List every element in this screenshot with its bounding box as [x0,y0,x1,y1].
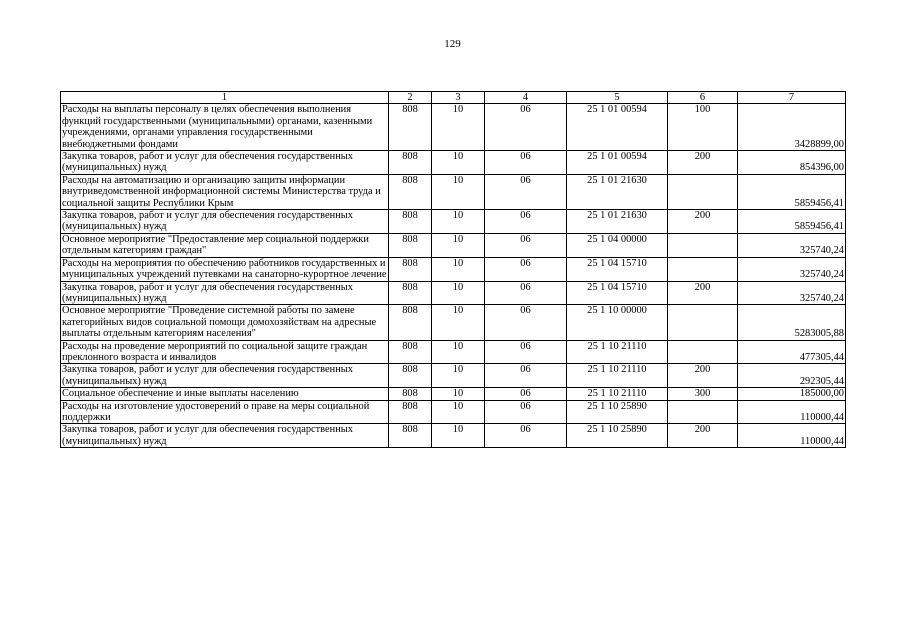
expense-type-cell [668,400,738,424]
table-row [61,424,846,448]
amount-cell: 5859456,41 [738,174,846,209]
expense-type-cell: 200 [668,151,738,175]
column-header: 7 [738,92,846,104]
section-code-cell: 10 [432,424,485,448]
table-row [61,400,846,424]
column-header: 1 [61,92,389,104]
target-article-cell: 25 1 10 21110 [567,340,668,364]
table-row [61,174,846,209]
table-row [61,210,846,234]
ministry-code-cell: 808 [389,424,432,448]
row-name-cell: Закупка товаров, работ и услуг для обеспечения государственных (муниципальных) нужд [61,281,389,305]
section-code-cell: 10 [432,104,485,151]
column-header: 2 [389,92,432,104]
table-row [61,340,846,364]
ministry-code-cell: 808 [389,233,432,257]
row-name-cell: Социальное обеспечение и иные выплаты населению [61,388,389,400]
table-row [61,364,846,388]
row-name-cell: Расходы на автоматизацию и организацию защиты информации внутриведомственной информационной системы Министерства труда и социальной защиты Республики Крым [61,174,389,209]
section-code-cell: 10 [432,151,485,175]
subsection-code-cell: 06 [485,233,567,257]
expense-type-cell: 200 [668,424,738,448]
expense-type-cell: 200 [668,210,738,234]
row-name-cell: Расходы на мероприятия по обеспечению работников государственных и муниципальных учреждений путевками на санаторно-курортное лечение [62,257,387,281]
row-name-cell: Основное мероприятие "Предоставление мер социальной поддержки отдельным категориям граждан" [61,233,389,257]
subsection-code-cell: 06 [485,340,567,364]
table-row [61,104,846,151]
subsection-code-cell: 06 [485,364,567,388]
section-code-cell: 10 [432,210,485,234]
ministry-code-cell: 808 [389,388,432,400]
expense-type-cell [668,340,738,364]
table-row [61,281,846,305]
expense-type-cell [668,174,738,209]
subsection-code-cell: 06 [485,305,567,340]
target-article-cell: 25 1 10 21110 [567,364,668,388]
row-name-cell: Закупка товаров, работ и услуг для обеспечения государственных (муниципальных) нужд [61,210,389,234]
ministry-code-cell: 808 [389,257,432,281]
target-article-cell: 25 1 01 00594 [567,151,668,175]
expense-type-cell: 200 [668,364,738,388]
target-article-cell: 25 1 04 00000 [567,233,668,257]
section-code-cell: 10 [432,388,485,400]
subsection-code-cell: 06 [485,174,567,209]
amount-cell: 5283005,88 [738,305,846,340]
section-code-cell: 10 [432,174,485,209]
expense-type-cell: 300 [668,388,738,400]
ministry-code-cell: 808 [389,364,432,388]
subsection-code-cell: 06 [485,210,567,234]
section-code-cell: 10 [432,400,485,424]
column-header: 5 [567,92,668,104]
amount-cell: 325740,24 [738,281,846,305]
target-article-cell: 25 1 10 00000 [567,305,668,340]
table-row [61,388,846,400]
expense-type-cell [668,305,738,340]
budget-table [60,91,846,448]
ministry-code-cell: 808 [389,400,432,424]
table-row [61,233,846,257]
page-number: 129 [444,38,461,50]
amount-cell: 477305,44 [738,340,846,364]
amount-cell: 325740,24 [738,257,846,281]
target-article-cell: 25 1 10 25890 [567,400,668,424]
section-code-cell: 10 [432,340,485,364]
amount-cell: 185000,00 [738,388,846,400]
ministry-code-cell: 808 [389,151,432,175]
subsection-code-cell: 06 [485,424,567,448]
row-name-cell: Закупка товаров, работ и услуг для обеспечения государственных (муниципальных) нужд [61,364,389,388]
expense-type-cell [668,233,738,257]
row-name-cell: Расходы на проведение мероприятий по социальной защите граждан преклонного возраста и инвалидов [61,340,389,364]
amount-cell: 854396,00 [738,151,846,175]
amount-cell: 292305,44 [738,364,846,388]
column-header: 6 [668,92,738,104]
ministry-code-cell: 808 [389,174,432,209]
section-code-cell: 10 [432,364,485,388]
table-row [61,151,846,175]
row-name-cell: Закупка товаров, работ и услуг для обеспечения государственных (муниципальных) нужд [61,151,389,175]
section-code-cell: 10 [432,257,485,281]
ministry-code-cell: 808 [389,210,432,234]
section-code-cell: 10 [432,281,485,305]
target-article-cell: 25 1 01 21630 [567,174,668,209]
section-code-cell: 10 [432,305,485,340]
ministry-code-cell: 808 [389,281,432,305]
table-row [61,305,846,340]
row-name-cell: Расходы на изготовление удостоверений о праве на меры социальной поддержки [61,400,389,424]
amount-cell: 3428899,00 [738,104,846,151]
subsection-code-cell: 06 [485,104,567,151]
amount-cell: 110000,44 [738,424,846,448]
subsection-code-cell: 06 [485,257,567,281]
subsection-code-cell: 06 [485,388,567,400]
expense-type-cell: 100 [668,104,738,151]
row-name-cell: Расходы на выплаты персоналу в целях обеспечения выполнения функций государственными (муниципальными) органами, казенными учреждениями, органами управления государственными внебюджетными фондами [61,104,389,151]
column-header: 3 [432,92,485,104]
target-article-cell: 25 1 01 21630 [567,210,668,234]
row-name-cell: Основное мероприятие "Проведение системной работы по замене категорийных видов социальной помощи домохозяйствам на адресные выплаты отдельным категориям населения" [61,305,389,340]
table-row [61,257,846,281]
column-header: 4 [485,92,567,104]
expense-type-cell [668,257,738,281]
target-article-cell: 25 1 04 15710 [567,257,668,281]
ministry-code-cell: 808 [389,340,432,364]
target-article-cell: 25 1 04 15710 [567,281,668,305]
ministry-code-cell: 808 [389,305,432,340]
table-header-row [61,92,846,104]
subsection-code-cell: 06 [485,151,567,175]
subsection-code-cell: 06 [485,400,567,424]
target-article-cell: 25 1 01 00594 [567,104,668,151]
section-code-cell: 10 [432,233,485,257]
target-article-cell: 25 1 10 21110 [567,388,668,400]
amount-cell: 5859456,41 [738,210,846,234]
row-name-cell: Закупка товаров, работ и услуг для обеспечения государственных (муниципальных) нужд [61,424,389,448]
amount-cell: 325740,24 [738,233,846,257]
amount-cell: 110000,44 [738,400,846,424]
ministry-code-cell: 808 [389,104,432,151]
expense-type-cell: 200 [668,281,738,305]
subsection-code-cell: 06 [485,281,567,305]
target-article-cell: 25 1 10 25890 [567,424,668,448]
